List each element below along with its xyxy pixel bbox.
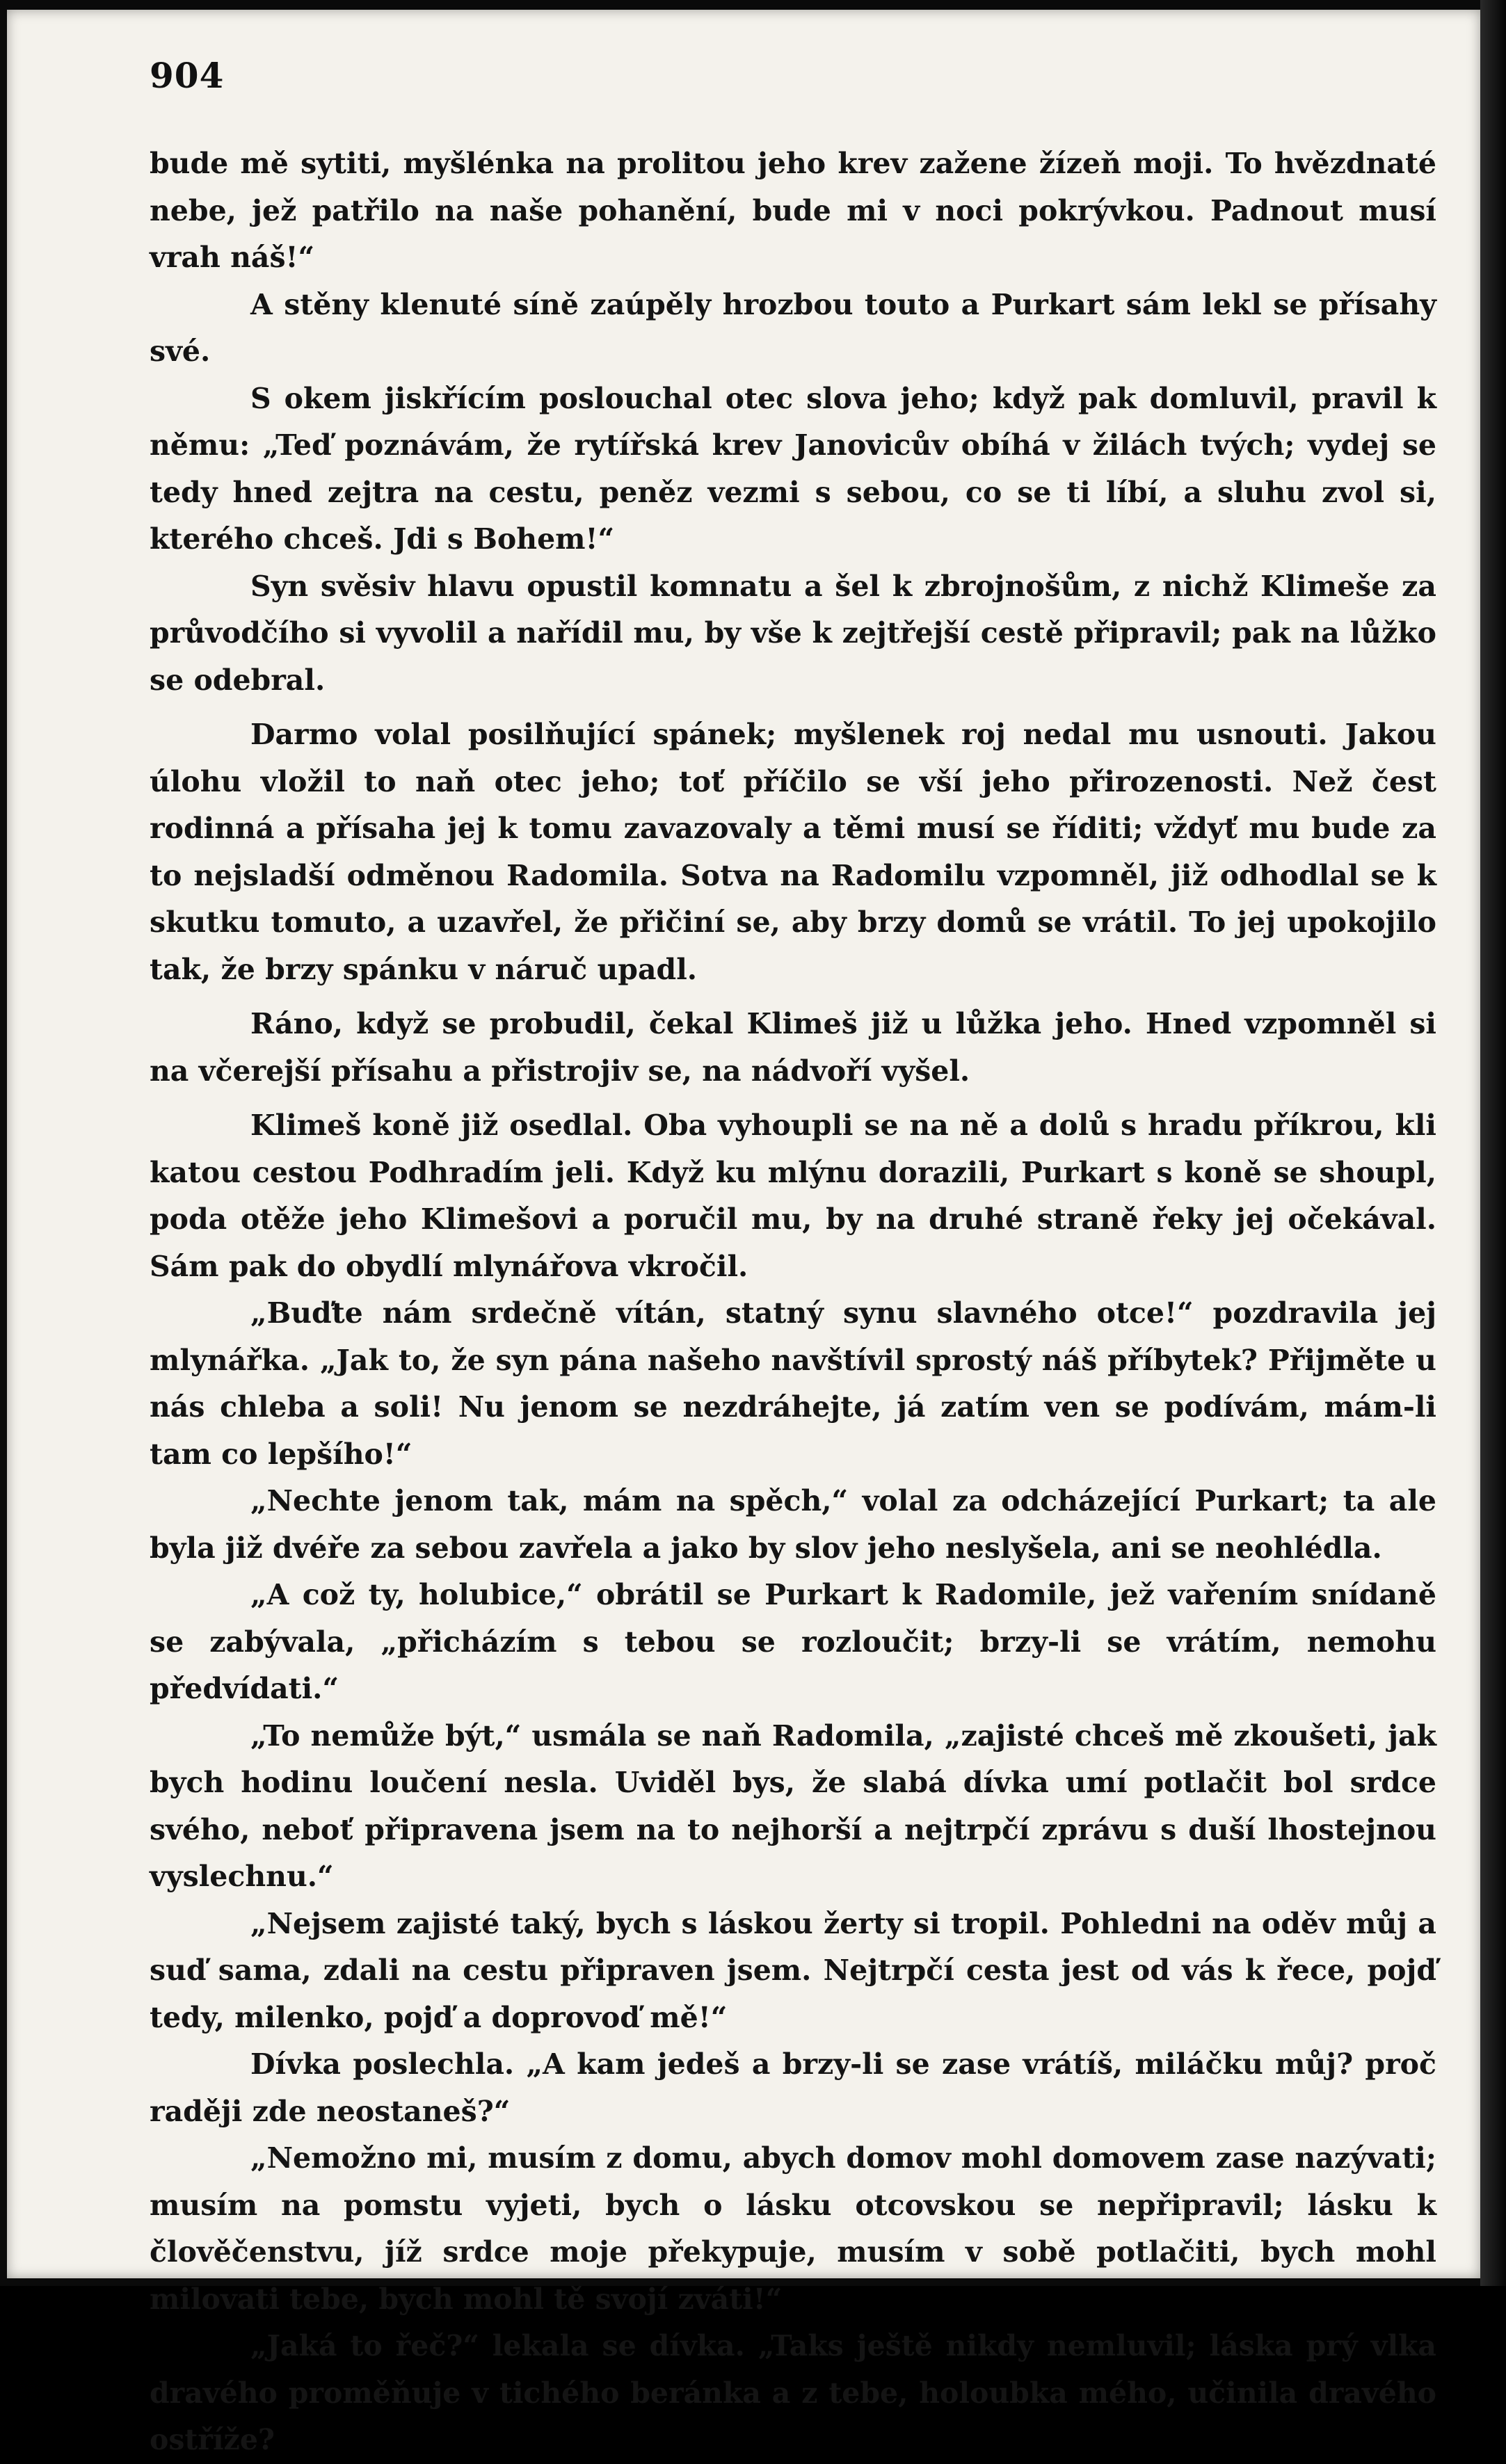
paragraph-1: bude mě sytiti, myšlénka na prolitou jeho krev zažene žízeň moji. To hvězdnaté nebe, jež patřilo na naše pohanění, bude mi v noci pokrývkou. Padnout musí vrah náš!“ — [150, 147, 1436, 274]
body-text — [150, 140, 1436, 2464]
paragraph-10: „A což ty, holubice,“ obrátil se Purkart k Radomile, jež vařením snídaně se zabývala, „přicházím s tebou se rozloučit; brzy-li se vrátím, nemohu předvídati.“ — [150, 1578, 1436, 1705]
paragraph-14: „Nemožno mi, musím z domu, abych domov mohl domovem zase nazývati; musím na pomstu vyjeti, bych o lásku otcovskou se nepřipravil; lásku k člověčenstvu, jíž srdce moje překypuje, musím v sobě potlačiti, bych mohl milovati tebe, bych mohl tě svojí zváti!“ — [150, 2141, 1436, 2316]
paragraph-8: „Buďte nám srdečně vítán, statný synu slavného otce!“ pozdravila jej mlynářka. „Jak to, že syn pána našeho navštívil sprostý náš příbytek? Přijměte u nás chleba a soli! Nu jenom se nezdráhejte, já zatím ven se podívám, mám-li tam co lepšího!“ — [150, 1296, 1436, 1471]
paragraph-3: S okem jiskřícím poslouchal otec slova jeho; když pak domluvil, pravil k němu: „Teď poznávám, že rytířská krev Janovicův obíhá v žilách tvých; vydej se tedy hned zejtra na cestu, peněz vezmi s sebou, co se ti líbí, a sluhu zvol si, kterého chceš. Jdi s Bohem!“ — [150, 381, 1436, 556]
paragraph-2: A stěny klenuté síně zaúpěly hrozbou touto a Purkart sám lekl se přísahy své. — [150, 287, 1436, 368]
scan-edge-shadow — [1480, 0, 1506, 2286]
paragraph-6: Ráno, když se probudil, čekal Klimeš již u lůžka jeho. Hned vzpomněl si na včerejší přísahu a přistrojiv se, na nádvoří vyšel. — [150, 1007, 1436, 1088]
paragraph-7: Klimeš koně již osedlal. Oba vyhoupli se na ně a dolů s hradu příkrou, kli katou cestou Podhradím jeli. Když ku mlýnu dorazili, Purkart s koně se shoupl, poda otěže jeho Klimešovi a poručil mu, by na druhé straně řeky jej očekával. Sám pak do obydlí mlynářova vkročil. — [150, 1109, 1436, 1283]
paragraph-13: Dívka poslechla. „A kam jedeš a brzy-li se zase vrátíš, miláčku můj? proč raději zde neostaneš?“ — [150, 2047, 1436, 2128]
paragraph-12: „Nejsem zajisté taký, bych s láskou žerty si tropil. Pohledni na oděv můj a suď sama, zdali na cestu připraven jsem. Nejtrpčí cesta jest od vás k řece, pojď tedy, milenko, pojď a doprovoď mě!“ — [150, 1906, 1436, 2034]
paragraph-11: „To nemůže být,“ usmála se naň Radomila, „zajisté chceš mě zkoušeti, jak bych hodinu loučení nesla. Uviděl bys, že slabá dívka umí potlačit bol srdce svého, neboť připravena jsem na to nejhorší a nejtrpčí zprávu s duší lhostejnou vyslechnu.“ — [150, 1718, 1436, 1893]
page-number: 904 — [150, 55, 225, 96]
paragraph-5: Darmo volal posilňující spánek; myšlenek roj nedal mu usnouti. Jakou úlohu vložil to naň otec jeho; toť příčilo se vší jeho přirozenosti. Než čest rodinná a přísaha jej k tomu zavazovaly a těmi musí se říditi; vždyť mu bude za to nejsladší odměnou Radomila. Sotva na Radomilu vzpomněl, již odhodlal se k skutku tomuto, a uzavřel, že přičiní se, aby brzy domů se vrátil. To jej upokojilo tak, že brzy spánku v náruč upadl. — [150, 718, 1436, 986]
paragraph-15: „Jaká to řeč?“ lekala se dívka. „Taks ještě nikdy nemluvil; láska prý vlka dravého proměňuje v tichého beránka a z tebe, holoubka mého, učinila dravého ostříže? — [150, 2329, 1436, 2456]
book-page — [7, 10, 1480, 2456]
paragraph-9: „Nechte jenom tak, mám na spěch,“ volal za odcházející Purkart; ta ale byla již dvéře za sebou zavřela a jako by slov jeho neslyšela, ani se neohlédla. — [150, 1484, 1436, 1565]
paragraph-4: Syn svěsiv hlavu opustil komnatu a šel k zbrojnošům, z nichž Klimeše za průvodčího si vyvolil a nařídil mu, by vše k zejtřejší cestě připravil; pak na lůžko se odebral. — [150, 569, 1436, 697]
